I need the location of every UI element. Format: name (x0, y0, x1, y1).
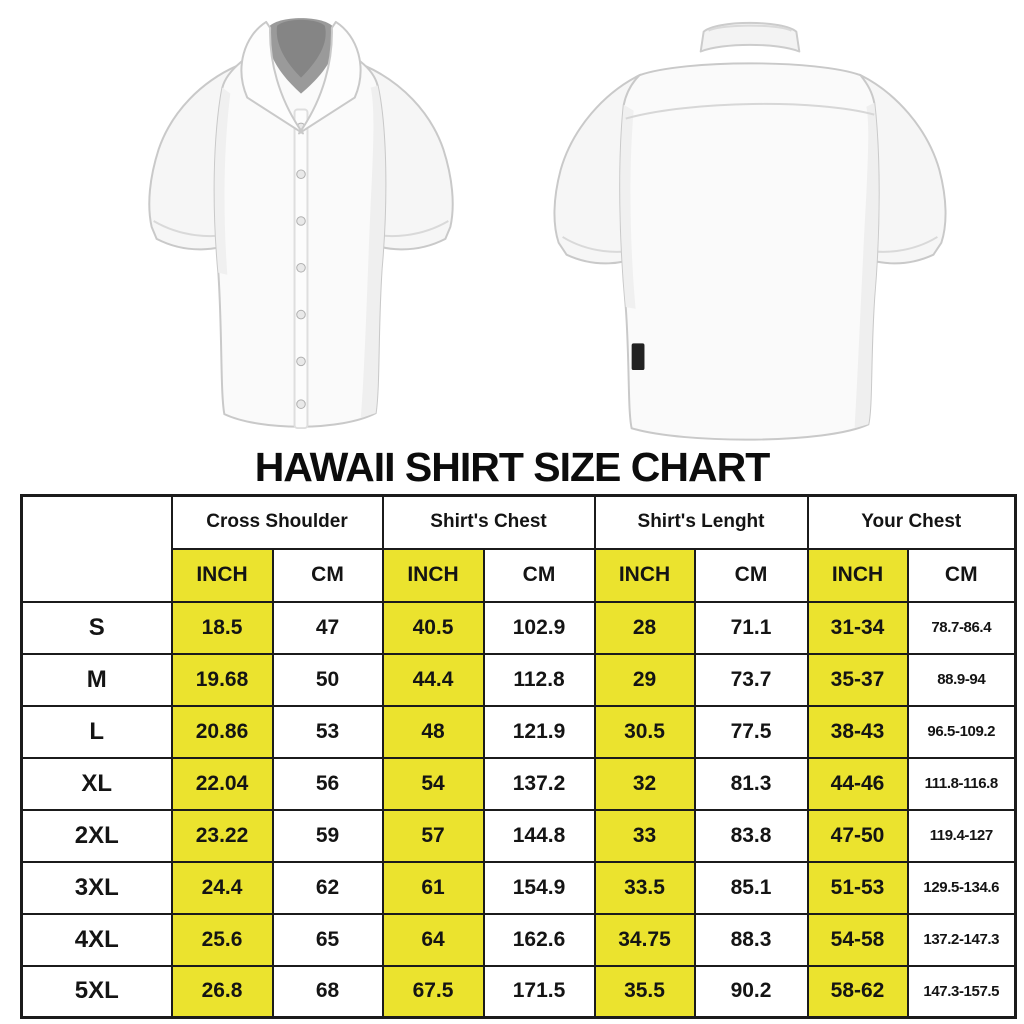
size-value-cell: 58-62 (808, 966, 908, 1018)
size-value-cell: 83.8 (695, 810, 808, 862)
table-row (22, 914, 1016, 966)
size-value-cell: 111.8-116.8 (908, 758, 1016, 810)
size-value-cell: 62 (273, 862, 383, 914)
shirt-front-image (125, 2, 477, 442)
unit-header-inch: INCH (383, 549, 484, 602)
size-value-cell: 88.9-94 (908, 654, 1016, 706)
size-value-cell: 32 (595, 758, 695, 810)
size-value-cell: 28 (595, 602, 695, 654)
size-value-cell: 119.4-127 (908, 810, 1016, 862)
unit-header-cm: CM (484, 549, 595, 602)
unit-header-inch: INCH (172, 549, 273, 602)
size-value-cell: 33 (595, 810, 695, 862)
size-value-cell: 33.5 (595, 862, 695, 914)
size-value-cell: 30.5 (595, 706, 695, 758)
size-value-cell: 121.9 (484, 706, 595, 758)
table-row (22, 966, 1016, 1018)
size-value-cell: 54-58 (808, 914, 908, 966)
size-value-cell: 40.5 (383, 602, 484, 654)
size-value-cell: 22.04 (172, 758, 273, 810)
size-value-cell: 54 (383, 758, 484, 810)
size-value-cell: 50 (273, 654, 383, 706)
shirt-back-image (538, 16, 962, 446)
size-value-cell: 144.8 (484, 810, 595, 862)
table-row (22, 602, 1016, 654)
size-value-cell: 56 (273, 758, 383, 810)
size-value-cell: 73.7 (695, 654, 808, 706)
size-value-cell: 29 (595, 654, 695, 706)
unit-header-inch: INCH (808, 549, 908, 602)
size-value-cell: 77.5 (695, 706, 808, 758)
page-title: HAWAII SHIRT SIZE CHART (254, 444, 770, 490)
size-value-cell: 18.5 (172, 602, 273, 654)
back-collar (701, 23, 800, 52)
size-value-cell: 129.5-134.6 (908, 862, 1016, 914)
back-body (620, 63, 879, 439)
size-value-cell: 47 (273, 602, 383, 654)
size-value-cell: 171.5 (484, 966, 595, 1018)
size-value-cell: 25.6 (172, 914, 273, 966)
table-row (22, 810, 1016, 862)
size-value-cell: 90.2 (695, 966, 808, 1018)
size-value-cell: 64 (383, 914, 484, 966)
size-label: 5XL (22, 966, 172, 1018)
size-value-cell: 154.9 (484, 862, 595, 914)
size-value-cell: 78.7-86.4 (908, 602, 1016, 654)
unit-header-cm: CM (908, 549, 1016, 602)
table-row (22, 862, 1016, 914)
unit-header-cm: CM (273, 549, 383, 602)
size-value-cell: 67.5 (383, 966, 484, 1018)
size-value-cell: 34.75 (595, 914, 695, 966)
table-row (22, 654, 1016, 706)
size-value-cell: 137.2 (484, 758, 595, 810)
size-value-cell: 44.4 (383, 654, 484, 706)
size-label: 3XL (22, 862, 172, 914)
size-value-cell: 147.3-157.5 (908, 966, 1016, 1018)
size-value-cell: 38-43 (808, 706, 908, 758)
size-value-cell: 53 (273, 706, 383, 758)
size-label: 2XL (22, 810, 172, 862)
size-value-cell: 51-53 (808, 862, 908, 914)
size-value-cell: 59 (273, 810, 383, 862)
size-value-cell: 102.9 (484, 602, 595, 654)
column-group-header: Your Chest (808, 496, 1016, 549)
size-chart-table (20, 494, 1017, 1019)
size-value-cell: 20.86 (172, 706, 273, 758)
size-value-cell: 112.8 (484, 654, 595, 706)
size-value-cell: 19.68 (172, 654, 273, 706)
unit-header-inch: INCH (595, 549, 695, 602)
size-value-cell: 81.3 (695, 758, 808, 810)
unit-header-cm: CM (695, 549, 808, 602)
size-value-cell: 71.1 (695, 602, 808, 654)
size-chart-table-wrap (20, 494, 1017, 1019)
size-value-cell: 96.5-109.2 (908, 706, 1016, 758)
size-value-cell: 88.3 (695, 914, 808, 966)
size-value-cell: 47-50 (808, 810, 908, 862)
size-value-cell: 26.8 (172, 966, 273, 1018)
size-value-cell: 48 (383, 706, 484, 758)
size-value-cell: 68 (273, 966, 383, 1018)
size-value-cell: 31-34 (808, 602, 908, 654)
size-value-cell: 24.4 (172, 862, 273, 914)
size-value-cell: 44-46 (808, 758, 908, 810)
table-row (22, 758, 1016, 810)
column-group-header: Shirt's Lenght (595, 496, 808, 549)
back-hem-tag (632, 343, 645, 370)
column-group-header: Cross Shoulder (172, 496, 383, 549)
size-value-cell: 23.22 (172, 810, 273, 862)
size-value-cell: 61 (383, 862, 484, 914)
size-label: XL (22, 758, 172, 810)
size-value-cell: 35.5 (595, 966, 695, 1018)
size-label: M (22, 654, 172, 706)
size-value-cell: 57 (383, 810, 484, 862)
size-value-cell: 35-37 (808, 654, 908, 706)
size-label: L (22, 706, 172, 758)
size-label: S (22, 602, 172, 654)
column-group-header: Shirt's Chest (383, 496, 595, 549)
size-value-cell: 137.2-147.3 (908, 914, 1016, 966)
size-value-cell: 65 (273, 914, 383, 966)
size-value-cell: 162.6 (484, 914, 595, 966)
size-label: 4XL (22, 914, 172, 966)
corner-cell (22, 496, 172, 602)
size-value-cell: 85.1 (695, 862, 808, 914)
table-row (22, 706, 1016, 758)
